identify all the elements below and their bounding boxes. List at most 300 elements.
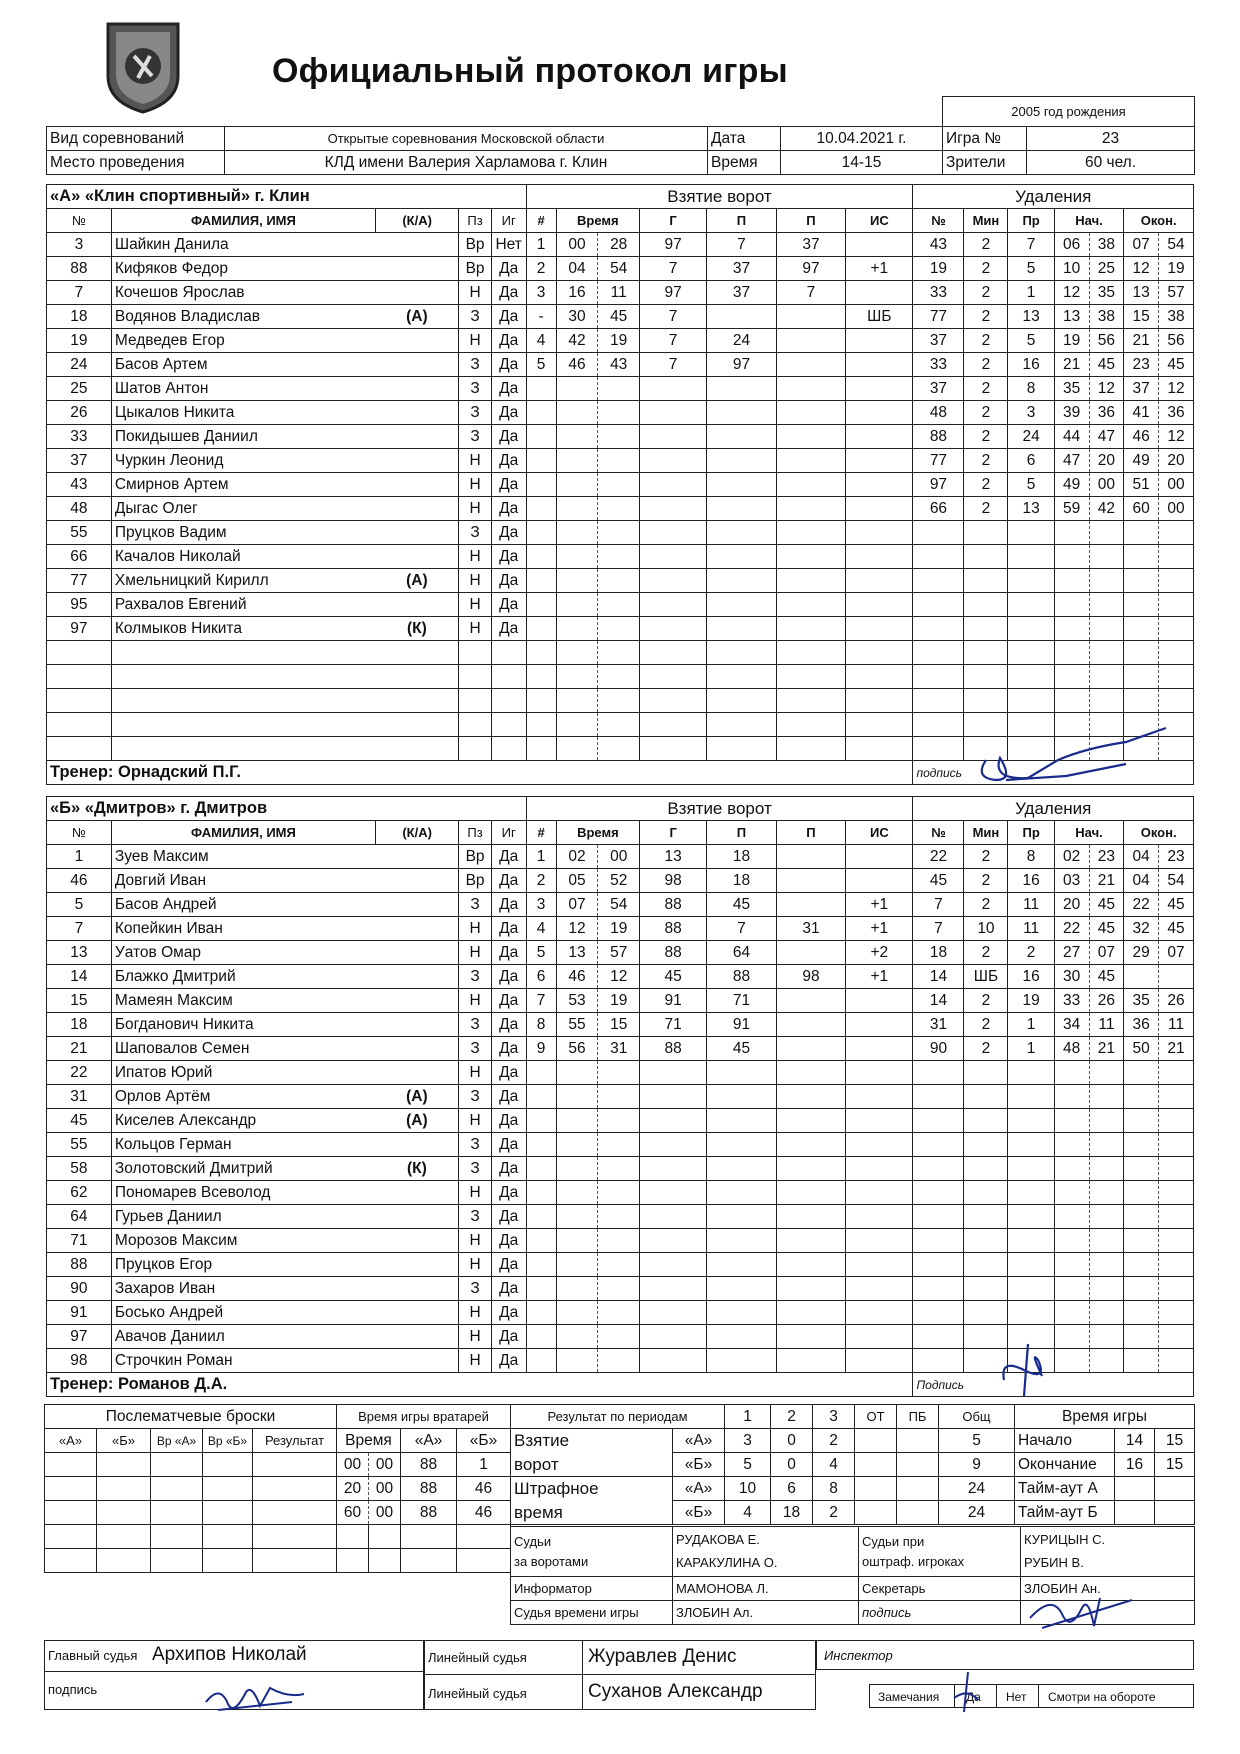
pen-start-min [1054, 1205, 1089, 1229]
pen-player: 7 [913, 893, 964, 917]
pen-minutes: 2 [964, 449, 1008, 473]
pen-end-min [1124, 1349, 1159, 1373]
pen-minutes: 2 [964, 305, 1008, 329]
goalie-b: 46 [457, 1501, 511, 1525]
col-header: ФАМИЛИЯ, ИМЯ [111, 209, 375, 233]
table-row [47, 641, 1194, 665]
goal-minute [556, 1277, 598, 1301]
goal-scorer: 97 [640, 281, 707, 305]
player-position: Н [459, 1229, 491, 1253]
pen-reason: 1 [1008, 1037, 1054, 1061]
pen-start-sec [1089, 1061, 1124, 1085]
goal-assist1: 37 [707, 257, 777, 281]
player-played [491, 713, 526, 737]
pen-start-min: 39 [1054, 401, 1089, 425]
pen-start-min: 47 [1054, 449, 1089, 473]
pen-start-min: 02 [1054, 845, 1089, 869]
player-number: 21 [47, 1037, 112, 1061]
goals-a-total: 5 [939, 1429, 1015, 1453]
goal-scorer [640, 1205, 707, 1229]
goal-assist1 [707, 401, 777, 425]
player-name: Морозов Максим [111, 1229, 375, 1253]
sign-label: подпись [913, 761, 1194, 785]
pen-start-sec [1089, 1205, 1124, 1229]
player-role [375, 989, 458, 1013]
pen-end-sec [1159, 1229, 1194, 1253]
pen-reason [1008, 1253, 1054, 1277]
pen-end-sec [1159, 617, 1194, 641]
pen-start-sec [1089, 617, 1124, 641]
penalty-judges-label: Судьи при [862, 1534, 925, 1549]
pen-reason: 2 [1008, 941, 1054, 965]
player-name: Богданович Никита [111, 1013, 375, 1037]
pen-start-sec: 56 [1089, 329, 1124, 353]
player-role [375, 869, 458, 893]
goal-minute [556, 521, 598, 545]
player-role [375, 1037, 458, 1061]
pen-end-min [1124, 1085, 1159, 1109]
date-value: 10.04.2021 г. [781, 127, 943, 151]
player-position: З [459, 1157, 491, 1181]
pen-end-min [1124, 641, 1159, 665]
pen-end-min [1124, 1205, 1159, 1229]
player-name: Ипатов Юрий [111, 1061, 375, 1085]
pen-end-sec [1159, 1109, 1194, 1133]
pen-end-min: 13 [1124, 281, 1159, 305]
pen-end-sec [1159, 1205, 1194, 1229]
goal-number: 7 [526, 989, 556, 1013]
goal-minute [556, 641, 598, 665]
pen-start-sec: 45 [1089, 965, 1124, 989]
pen-start-sec: 45 [1089, 893, 1124, 917]
player-role [375, 965, 458, 989]
goal-scorer: 98 [640, 869, 707, 893]
player-number: 97 [47, 617, 112, 641]
goal-number [526, 1061, 556, 1085]
pen-end-min: 50 [1124, 1037, 1159, 1061]
team-title: «А» «Клин спортивный» г. Клин [47, 185, 527, 209]
goal-strength [846, 869, 913, 893]
table-row [47, 617, 1194, 641]
col-header: # [526, 821, 556, 845]
pen-end-sec [1159, 665, 1194, 689]
player-role [375, 1301, 458, 1325]
goal-strength [846, 401, 913, 425]
player-number: 13 [47, 941, 112, 965]
pen-start-min: 33 [1054, 989, 1089, 1013]
pen-player [913, 1085, 964, 1109]
goal-second [598, 449, 640, 473]
goal-assist2 [776, 1157, 846, 1181]
player-position: Н [459, 497, 491, 521]
goal-second [598, 1277, 640, 1301]
col-header: Пз [459, 209, 491, 233]
goal-strength [846, 1325, 913, 1349]
player-played: Да [491, 965, 526, 989]
sign-label: Подпись [913, 1373, 1194, 1397]
pen-player [913, 1229, 964, 1253]
player-played: Нет [491, 233, 526, 257]
team-title: «Б» «Дмитров» г. Дмитров [47, 797, 527, 821]
period-header: 1 [725, 1405, 771, 1429]
pen-minutes: 2 [964, 257, 1008, 281]
pen-start-sec: 07 [1089, 941, 1124, 965]
player-number: 7 [47, 917, 112, 941]
pen-minutes: 2 [964, 401, 1008, 425]
goal-number [526, 1205, 556, 1229]
player-played: Да [491, 1181, 526, 1205]
timekeeper-label: Судья времени игры [511, 1601, 673, 1625]
pen-player [913, 569, 964, 593]
pen-end-sec: 54 [1159, 233, 1194, 257]
player-name: Качалов Николай [111, 545, 375, 569]
goal-assist1: 18 [707, 845, 777, 869]
pen-end-min: 22 [1124, 893, 1159, 917]
pen-end-min [1124, 617, 1159, 641]
goal-assist2 [776, 329, 846, 353]
pen-start-sec [1089, 1109, 1124, 1133]
pen-start-min: 35 [1054, 377, 1089, 401]
player-name [111, 689, 375, 713]
player-number: 26 [47, 401, 112, 425]
pen-reason: 1 [1008, 281, 1054, 305]
pen-start-min [1054, 569, 1089, 593]
pen-start-min [1054, 665, 1089, 689]
player-position: Н [459, 1253, 491, 1277]
goal-strength [846, 713, 913, 737]
pen-minutes [964, 1205, 1008, 1229]
table-row [47, 1229, 1194, 1253]
shootout-title: Послематчевые броски [45, 1405, 337, 1429]
goal-assist2 [776, 569, 846, 593]
table-row [47, 1277, 1194, 1301]
table-row [47, 1037, 1194, 1061]
goal-number: 5 [526, 353, 556, 377]
table-row [47, 665, 1194, 689]
player-played: Да [491, 617, 526, 641]
player-role [375, 425, 458, 449]
pen-end-min [1124, 1181, 1159, 1205]
player-name: Дыгас Олег [111, 497, 375, 521]
results-title: Результат по периодам [511, 1405, 725, 1429]
player-role [375, 941, 458, 965]
goal-minute [556, 1205, 598, 1229]
pen-start-min [1054, 1085, 1089, 1109]
player-played: Да [491, 941, 526, 965]
goal-assist1 [707, 1181, 777, 1205]
pen-reason: 11 [1008, 917, 1054, 941]
pen-reason: 19 [1008, 989, 1054, 1013]
player-played: Да [491, 917, 526, 941]
player-position: Н [459, 329, 491, 353]
goalie-time-table [336, 1404, 511, 1573]
col-header: Время [556, 821, 639, 845]
goal-assist2 [776, 497, 846, 521]
penalty-judges-label: оштраф. игроках [862, 1553, 965, 1569]
col-header: П [707, 209, 777, 233]
goal-strength [846, 1085, 913, 1109]
pen-end-sec [1159, 1181, 1194, 1205]
col-header: Г [640, 821, 707, 845]
col-header: (К/А) [375, 821, 458, 845]
goal-number: 9 [526, 1037, 556, 1061]
goalie-row [337, 1477, 511, 1501]
goal-number [526, 1181, 556, 1205]
player-role: (А) [375, 569, 458, 593]
goal-assist2 [776, 545, 846, 569]
chief-referee-label: Главный судья [48, 1648, 138, 1663]
goal-strength [846, 473, 913, 497]
col-header: Иг [491, 209, 526, 233]
pen-end-sec: 57 [1159, 281, 1194, 305]
signature-chief-referee [200, 1680, 310, 1716]
goal-minute [556, 617, 598, 641]
goal-number [526, 1109, 556, 1133]
pen-reason: 13 [1008, 305, 1054, 329]
pen-minutes [964, 521, 1008, 545]
pen-start-sec [1089, 689, 1124, 713]
goal-second: 19 [598, 917, 640, 941]
player-role [375, 1229, 458, 1253]
table-row [47, 1301, 1194, 1325]
pen-start-sec [1089, 1157, 1124, 1181]
table-row [47, 401, 1194, 425]
pen-start-sec: 00 [1089, 473, 1124, 497]
goal-scorer [640, 1157, 707, 1181]
pen-minutes: 2 [964, 893, 1008, 917]
pen-player: 37 [913, 329, 964, 353]
goal-number [526, 401, 556, 425]
player-role: (К) [375, 1157, 458, 1181]
pen-end-sec [1159, 641, 1194, 665]
goal-assist2: 97 [776, 257, 846, 281]
goal-scorer [640, 1229, 707, 1253]
player-position: З [459, 1013, 491, 1037]
goal-scorer [640, 617, 707, 641]
goal-assist2 [776, 941, 846, 965]
pen-reason [1008, 1133, 1054, 1157]
pen-end-min [1124, 521, 1159, 545]
player-position: Н [459, 1301, 491, 1325]
period-header: ПБ [897, 1405, 939, 1429]
goal-number: 6 [526, 965, 556, 989]
pen-end-min: 21 [1124, 329, 1159, 353]
pen-end-min [1124, 1301, 1159, 1325]
period-results-table [510, 1404, 1015, 1525]
pen-reason [1008, 641, 1054, 665]
pen-player [913, 1109, 964, 1133]
goal-assist1: 7 [707, 233, 777, 257]
shootout-col: Результат [253, 1429, 337, 1453]
col-header: № [47, 821, 112, 845]
goal-second [598, 545, 640, 569]
player-role [375, 1061, 458, 1085]
player-position: Н [459, 569, 491, 593]
player-position: Н [459, 1349, 491, 1373]
goalie-second: 00 [369, 1501, 401, 1525]
goal-assist1: 24 [707, 329, 777, 353]
end-hour: 16 [1115, 1453, 1155, 1477]
secretary-name: ЗЛОБИН Ан. [1021, 1577, 1195, 1601]
player-role [375, 377, 458, 401]
player-number: 66 [47, 545, 112, 569]
goal-strength [846, 1301, 913, 1325]
pen-minutes: 10 [964, 917, 1008, 941]
remarks-yes: Да [966, 1690, 981, 1704]
pen-minutes: 2 [964, 425, 1008, 449]
pen-minutes [964, 1253, 1008, 1277]
player-played [491, 737, 526, 761]
pen-reason: 6 [1008, 449, 1054, 473]
pen-start-sec [1089, 1181, 1124, 1205]
goal-scorer [640, 1277, 707, 1301]
goal-number [526, 737, 556, 761]
table-row [47, 329, 1194, 353]
pen-start-sec: 25 [1089, 257, 1124, 281]
pen-reason: 1 [1008, 1013, 1054, 1037]
player-played: Да [491, 545, 526, 569]
player-number: 45 [47, 1109, 112, 1133]
pen-start-min: 44 [1054, 425, 1089, 449]
pen-minutes: 2 [964, 473, 1008, 497]
pen-start-sec [1089, 1133, 1124, 1157]
player-position: З [459, 893, 491, 917]
player-role [375, 1205, 458, 1229]
shootout-table [44, 1404, 337, 1573]
goal-second [598, 473, 640, 497]
pen-player [913, 1349, 964, 1373]
goal-minute [556, 497, 598, 521]
goal-assist2 [776, 893, 846, 917]
player-number: 91 [47, 1301, 112, 1325]
goal-second [598, 1109, 640, 1133]
player-position: Вр [459, 869, 491, 893]
goal-assist2 [776, 1349, 846, 1373]
goal-minute [556, 1109, 598, 1133]
coach-name: Тренер: Романов Д.А. [47, 1373, 913, 1397]
goal-assist1: 7 [707, 917, 777, 941]
pen-end-sec [1159, 545, 1194, 569]
player-role [375, 473, 458, 497]
pen-start-min [1054, 1181, 1089, 1205]
pen-start-sec [1089, 641, 1124, 665]
goal-number: 3 [526, 281, 556, 305]
player-name: Покидышев Даниил [111, 425, 375, 449]
goal-number [526, 1253, 556, 1277]
player-played: Да [491, 353, 526, 377]
player-position [459, 665, 491, 689]
pen-start-sec: 23 [1089, 845, 1124, 869]
goal-second [598, 1157, 640, 1181]
goal-assist2 [776, 1277, 846, 1301]
goal-scorer [640, 1133, 707, 1157]
goal-assist2 [776, 521, 846, 545]
player-played: Да [491, 1061, 526, 1085]
pim-b: 4 [725, 1501, 771, 1525]
player-number: 62 [47, 1181, 112, 1205]
goals-b-total: 9 [939, 1453, 1015, 1477]
pen-reason: 5 [1008, 329, 1054, 353]
goal-strength [846, 845, 913, 869]
pen-end-min: 12 [1124, 257, 1159, 281]
pen-start-min: 06 [1054, 233, 1089, 257]
player-played: Да [491, 1133, 526, 1157]
goal-number: 2 [526, 257, 556, 281]
goal-assist1 [707, 617, 777, 641]
pen-end-min: 35 [1124, 989, 1159, 1013]
goal-assist1: 71 [707, 989, 777, 1013]
pen-minutes: 2 [964, 869, 1008, 893]
pen-player: 18 [913, 941, 964, 965]
goal-scorer [640, 593, 707, 617]
player-played: Да [491, 377, 526, 401]
pen-minutes: 2 [964, 329, 1008, 353]
goal-assist2 [776, 641, 846, 665]
goal-second [598, 1205, 640, 1229]
comp-label: Вид соревнований [47, 127, 225, 151]
shootout-col: Вр «А» [151, 1429, 203, 1453]
player-number: 58 [47, 1157, 112, 1181]
goal-minute [556, 1085, 598, 1109]
player-role: (А) [375, 1109, 458, 1133]
pen-start-min: 59 [1054, 497, 1089, 521]
pen-reason [1008, 1205, 1054, 1229]
goal-scorer: 13 [640, 845, 707, 869]
goal-number [526, 1301, 556, 1325]
table-row [47, 941, 1194, 965]
goalie-second: 00 [369, 1477, 401, 1501]
player-position: Н [459, 473, 491, 497]
table-row [47, 569, 1194, 593]
goal-assist1 [707, 737, 777, 761]
pen-end-min [1124, 1277, 1159, 1301]
goal-scorer [640, 1181, 707, 1205]
pen-end-min: 04 [1124, 845, 1159, 869]
goal-minute [556, 569, 598, 593]
player-number: 97 [47, 1325, 112, 1349]
shootout-col: «А» [45, 1429, 97, 1453]
goal-assist1 [707, 545, 777, 569]
pen-start-min: 20 [1054, 893, 1089, 917]
goal-second [598, 1325, 640, 1349]
table-row [47, 845, 1194, 869]
goal-assist2 [776, 689, 846, 713]
pen-player [913, 521, 964, 545]
pen-start-sec: 38 [1089, 305, 1124, 329]
goal-strength [846, 425, 913, 449]
pen-end-sec [1159, 569, 1194, 593]
goal-second [598, 377, 640, 401]
pen-player [913, 1325, 964, 1349]
player-played: Да [491, 1349, 526, 1373]
goal-assist1 [707, 449, 777, 473]
goal-assist2 [776, 845, 846, 869]
team-tag: «А» [673, 1477, 725, 1501]
goal-assist1 [707, 521, 777, 545]
linesman-name: Суханов Александр [588, 1681, 763, 1702]
goal-scorer [640, 545, 707, 569]
pen-start-min: 10 [1054, 257, 1089, 281]
pen-player: 90 [913, 1037, 964, 1061]
player-number: 55 [47, 1133, 112, 1157]
signature-remarks [948, 1668, 988, 1716]
goal-number [526, 1349, 556, 1373]
pen-player [913, 641, 964, 665]
pen-start-sec: 45 [1089, 353, 1124, 377]
goal-strength [846, 1061, 913, 1085]
pen-player: 33 [913, 353, 964, 377]
goal-strength [846, 641, 913, 665]
